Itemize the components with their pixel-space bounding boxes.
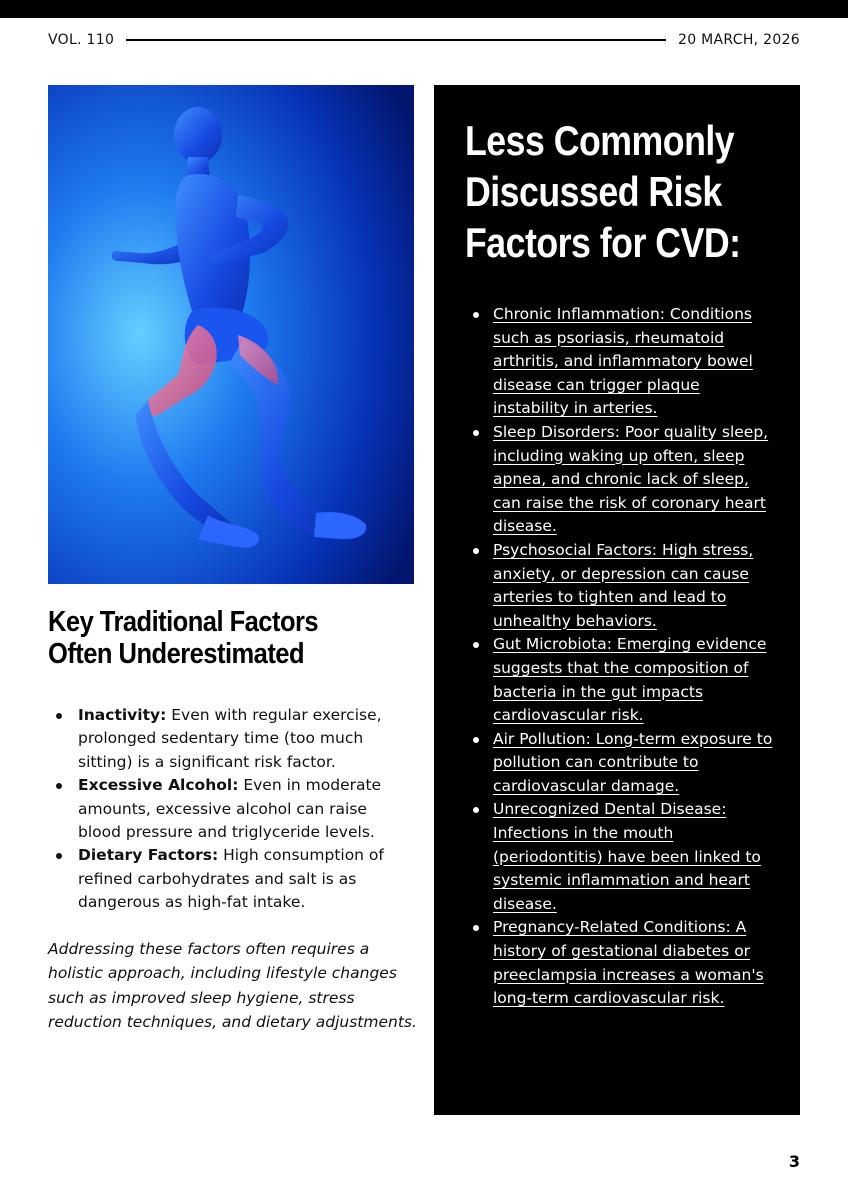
issue-date: 20 MARCH, 2026 bbox=[678, 32, 800, 48]
list-item-term: Inactivity: bbox=[78, 706, 167, 724]
risk-factor-link[interactable]: Pregnancy-Related Conditions: A history of gestational diabetes or preeclampsia increases a woman's long-term cardiovascular risk. bbox=[473, 916, 773, 1010]
closing-paragraph: Addressing these factors often requires a holistic approach, including lifestyle changes such as improved sleep hygiene, stress reduction techniques, and dietary adjustments. bbox=[48, 940, 417, 1031]
risk-factor-link[interactable]: Gut Microbiota: Emerging evidence suggests that the composition of bacteria in the gut impacts cardiovascular risk. bbox=[473, 633, 773, 727]
volume-label: VOL. 110 bbox=[48, 32, 115, 48]
risk-factor-link[interactable]: Psychosocial Factors: High stress, anxiety, or depression can cause arteries to tighten and lead to unhealthy behaviors. bbox=[473, 539, 773, 633]
list-item-term: Dietary Factors: bbox=[78, 846, 219, 865]
risk-factor-link[interactable]: Unrecognized Dental Disease: Infections in the mouth (periodontitis) have been linked to systemic inflammation and heart disease. bbox=[473, 798, 773, 916]
masthead bbox=[48, 30, 800, 50]
risk-factor-link[interactable]: Chronic Inflammation: Conditions such as psoriasis, rheumatoid arthritis, and inflammatory bowel disease can trigger plaque instability in arteries. bbox=[473, 303, 773, 421]
list-item bbox=[54, 844, 404, 914]
list-item-text: Even in moderate amounts, excessive alcohol can raise blood pressure and triglyceride levels. bbox=[78, 776, 382, 842]
hero-image bbox=[48, 85, 414, 584]
left-heading: Key Traditional Factors Often Underestimated bbox=[48, 606, 319, 670]
list-item-text: High consumption of refined carbohydrates and salt is as dangerous as high-fat intake. bbox=[78, 846, 384, 912]
risk-factor-link[interactable]: Sleep Disorders: Poor quality sleep, including waking up often, sleep apnea, and chronic lack of sleep, can raise the risk of coronary heart disease. bbox=[473, 421, 773, 539]
risk-factors-panel bbox=[434, 85, 800, 1115]
list-item bbox=[54, 774, 404, 844]
top-bar bbox=[0, 0, 848, 18]
list-item-text: Even with regular exercise, prolonged sedentary time (too much sitting) is a significant risk factor. bbox=[78, 706, 382, 771]
list-item bbox=[54, 704, 404, 774]
page-number: 3 bbox=[788, 1152, 800, 1171]
runner-illustration bbox=[48, 85, 414, 584]
panel-title: Less Commonly Discussed Risk Factors for CVD: bbox=[465, 117, 741, 266]
traditional-factors-list bbox=[54, 704, 404, 915]
list-item-term: Excessive Alcohol: bbox=[78, 776, 239, 795]
risk-factors-list bbox=[473, 303, 773, 1011]
header-rule bbox=[126, 39, 666, 41]
risk-factor-link[interactable]: Air Pollution: Long-term exposure to pollution can contribute to cardiovascular damage. bbox=[473, 728, 773, 799]
